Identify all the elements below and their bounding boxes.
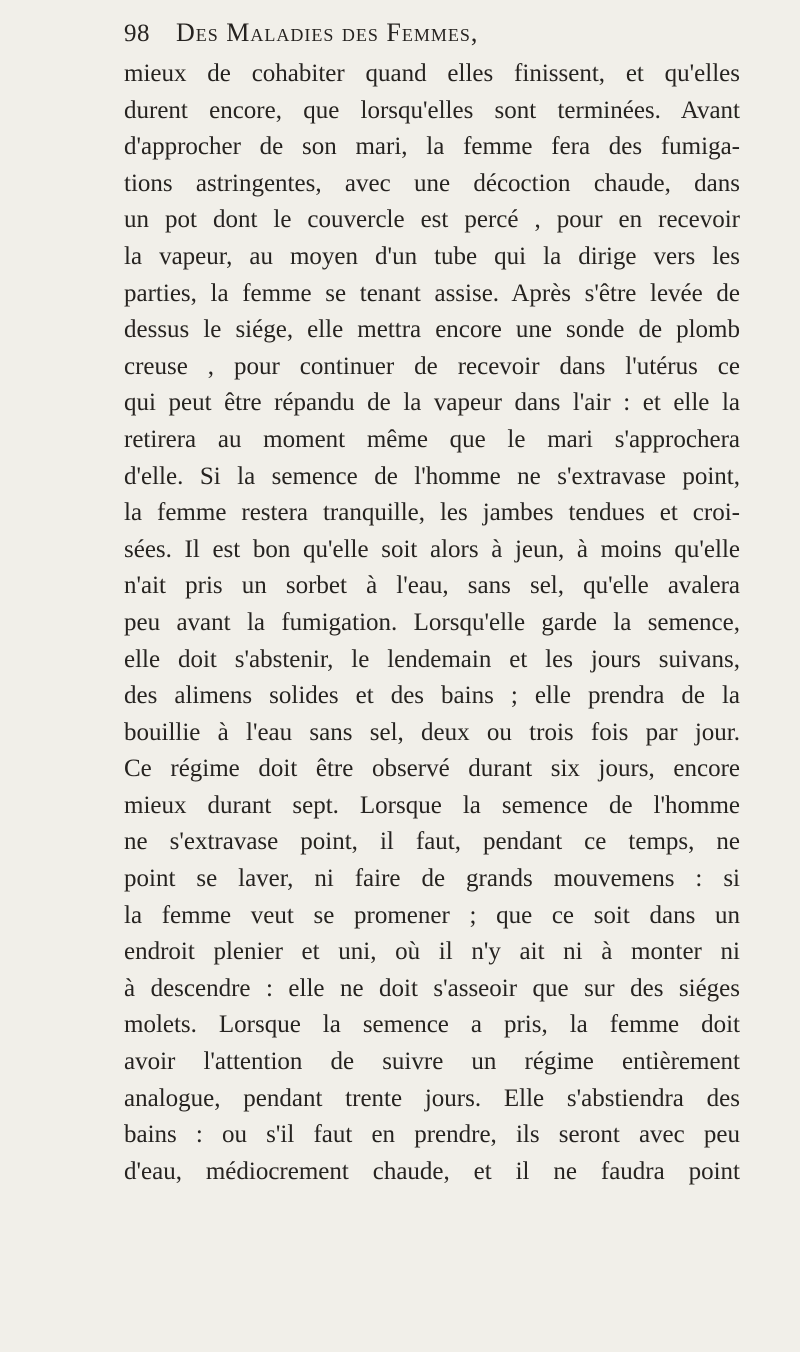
page-header	[124, 18, 740, 58]
text-line: endroit plenier et uni, où il n'y ait ni à monter ni	[124, 938, 740, 966]
text-line: creuse , pour continuer de recevoir dans l'utérus ce	[124, 352, 740, 380]
text-line: sées. Il est bon qu'elle soit alors à jeun, à moins qu'elle	[124, 535, 740, 563]
text-line: avoir l'attention de suivre un régime entièrement	[124, 1048, 740, 1076]
text-line: un pot dont le couvercle est percé , pour en recevoir	[124, 206, 740, 234]
text-line: la vapeur, au moyen d'un tube qui la dirige vers les	[124, 242, 740, 270]
text-line: peu avant la fumigation. Lorsqu'elle garde la semence,	[124, 608, 740, 636]
text-line: à descendre : elle ne doit s'asseoir que sur des siéges	[124, 974, 740, 1002]
text-line: Ce régime doit être observé durant six jours, encore	[124, 755, 740, 783]
text-line: d'eau, médiocrement chaude, et il ne faudra point	[124, 1157, 740, 1185]
text-line: la femme restera tranquille, les jambes tendues et croi-	[124, 499, 740, 527]
text-line: des alimens solides et des bains ; elle prendra de la	[124, 682, 740, 710]
text-line: tions astringentes, avec une décoction chaude, dans	[124, 169, 740, 197]
text-line: parties, la femme se tenant assise. Après s'être levée de	[124, 279, 740, 307]
body-text	[124, 56, 740, 1190]
text-line: bains : ou s'il faut en prendre, ils seront avec peu	[124, 1121, 740, 1149]
page-number: 98	[124, 20, 150, 47]
text-line: d'elle. Si la semence de l'homme ne s'extravase point,	[124, 462, 740, 490]
text-line: n'ait pris un sorbet à l'eau, sans sel, qu'elle avalera	[124, 572, 740, 600]
text-line: dessus le siége, elle mettra encore une sonde de plomb	[124, 316, 740, 344]
text-line: analogue, pendant trente jours. Elle s'abstiendra des	[124, 1084, 740, 1112]
running-title: Des Maladies des Femmes,	[176, 18, 479, 47]
text-line: bouillie à l'eau sans sel, deux ou trois fois par jour.	[124, 718, 740, 746]
text-line: point se laver, ni faire de grands mouvemens : si	[124, 865, 740, 893]
text-line: retirera au moment même que le mari s'approchera	[124, 425, 740, 453]
text-line: molets. Lorsque la semence a pris, la femme doit	[124, 1011, 740, 1039]
text-line: qui peut être répandu de la vapeur dans l'air : et elle la	[124, 389, 740, 417]
text-line: ne s'extravase point, il faut, pendant ce temps, ne	[124, 828, 740, 856]
text-line: mieux de cohabiter quand elles finissent, et qu'elles	[124, 60, 740, 87]
text-line: mieux durant sept. Lorsque la semence de l'homme	[124, 791, 740, 819]
text-line: durent encore, que lorsqu'elles sont terminées. Avant	[124, 96, 740, 124]
text-line: d'approcher de son mari, la femme fera des fumiga-	[124, 133, 740, 161]
text-line: la femme veut se promener ; que ce soit dans un	[124, 901, 740, 929]
text-line: elle doit s'abstenir, le lendemain et les jours suivans,	[124, 645, 740, 673]
